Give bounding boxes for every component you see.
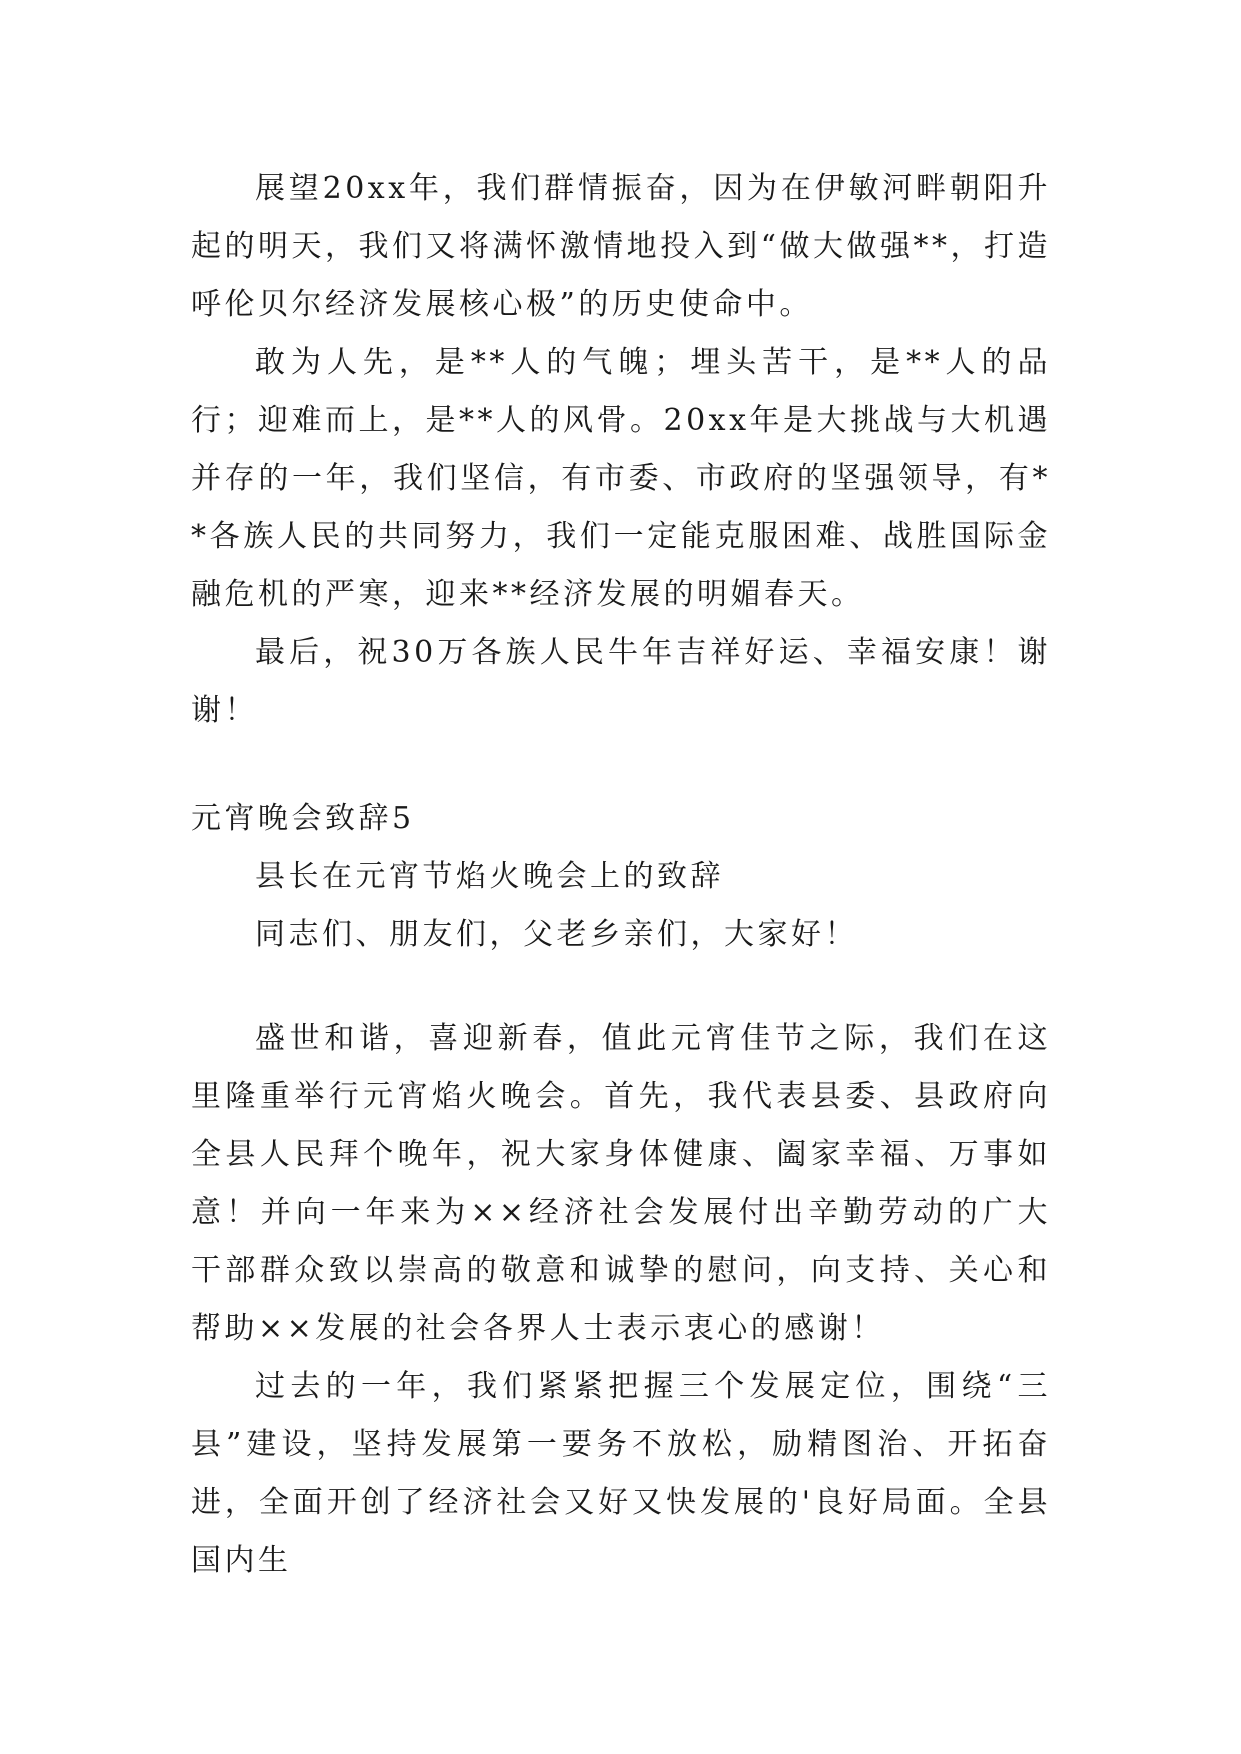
section-spacer — [191, 740, 1051, 790]
paragraph-festival: 盛世和谐，喜迎新春，值此元宵佳节之际，我们在这里隆重举行元宵焰火晚会。首先，我代表县委、县政府向全县人民拜个晚年，祝大家身体健康、阖家幸福、万事如意！并向一年来为××经济社会发展付出辛勤劳动的广大干部群众致以崇高的敬意和诚挚的慰问，向支持、关心和帮助××发展的社会各界人士表示衷心的感谢！ — [191, 1021, 1051, 1346]
section-heading: 元宵晚会致辞5 — [191, 801, 415, 836]
greeting-spacer — [191, 964, 1051, 1010]
paragraph-outlook: 展望20xx年，我们群情振奋，因为在伊敏河畔朝阳升起的明天，我们又将满怀激情地投入到“做大做强**，打造呼伦贝尔经济发展核心极”的历史使命中。 — [191, 171, 1051, 322]
paragraph-past-year: 过去的一年，我们紧紧把握三个发展定位，围绕“三县”建设，坚持发展第一要务不放松，励精图治、开拓奋进，全面开创了经济社会又好又快发展的'良好局面。全县国内生 — [191, 1369, 1051, 1578]
speech-subtitle: 县长在元宵节焰火晚会上的致辞 — [255, 859, 724, 894]
paragraph-spirit: 敢为人先，是**人的气魄；埋头苦干，是**人的品行；迎难而上，是**人的风骨。20xx年是大挑战与大机遇并存的一年，我们坚信，有市委、市政府的坚强领导，有**各族人民的共同努力，我们一定能克服困难、战胜国际金融危机的严寒，迎来**经济发展的明媚春天。 — [191, 345, 1052, 612]
document-body — [191, 160, 1051, 1590]
paragraph-closing-wishes: 最后，祝30万各族人民牛年吉祥好运、幸福安康！谢谢！ — [191, 635, 1051, 728]
speech-greeting: 同志们、朋友们，父老乡亲们，大家好！ — [255, 917, 858, 952]
